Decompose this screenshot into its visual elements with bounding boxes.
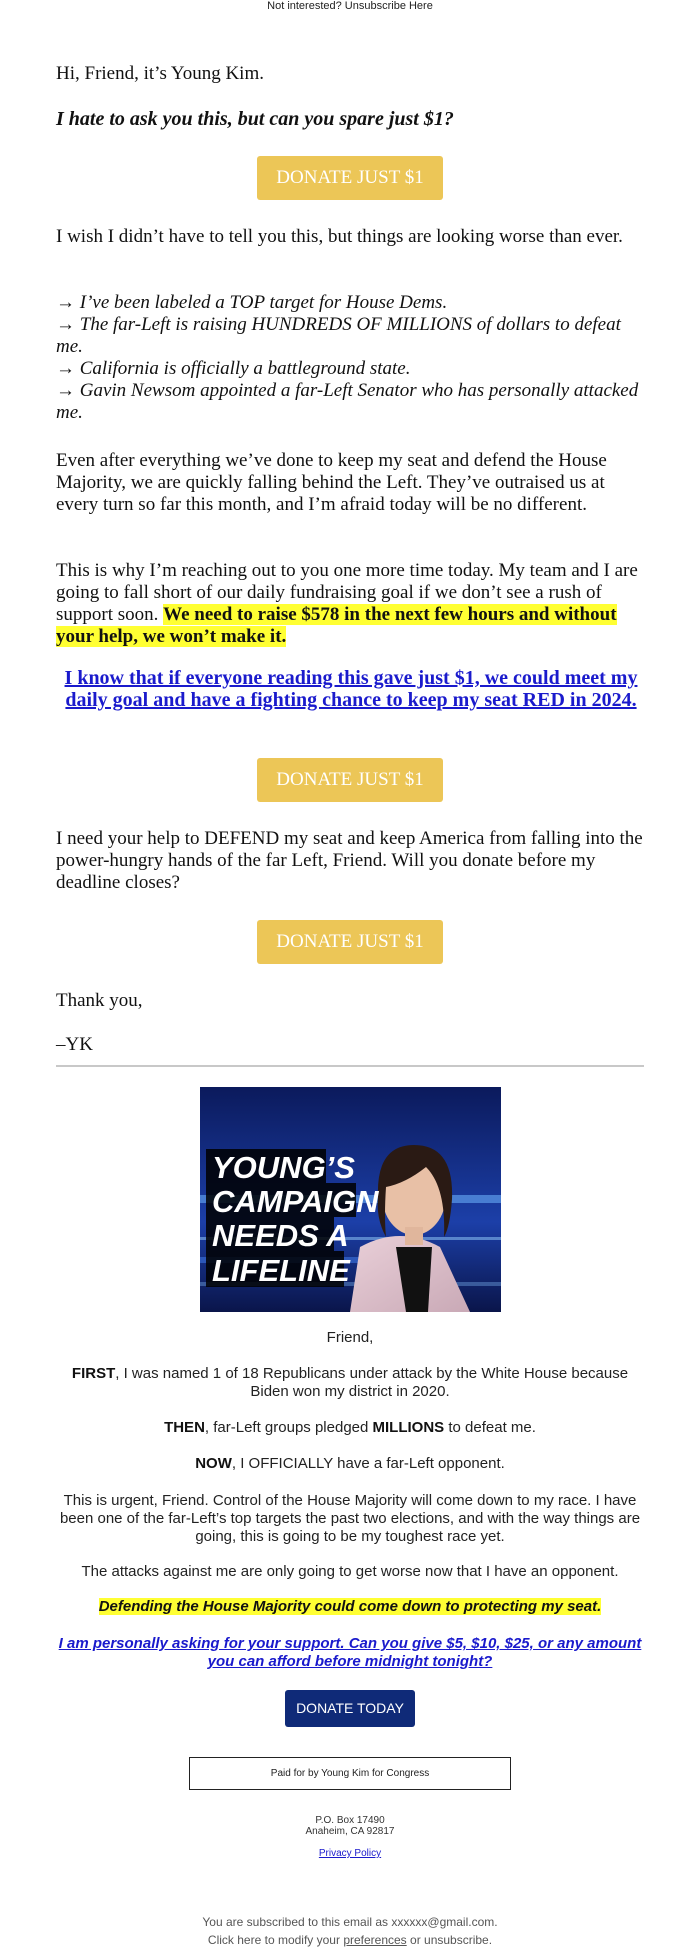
first-point — [52, 1365, 648, 1401]
hero-headline-line-3: NEEDS A — [212, 1218, 349, 1253]
address-line-1: P.O. Box 17490 — [315, 1815, 385, 1826]
donate-just-1-button-top[interactable]: DONATE JUST $1 — [257, 156, 443, 200]
unsubscribe-link[interactable] — [0, 0, 700, 16]
appeal-salutation: Friend, — [326, 1329, 374, 1346]
greeting: Hi, Friend, it’s Young Kim. — [56, 63, 264, 84]
hero-headline-line-2: CAMPAIGN — [212, 1184, 379, 1219]
now-point — [52, 1455, 648, 1473]
modify-preferences-line — [0, 1932, 700, 1948]
then-label: THEN — [164, 1419, 205, 1436]
donate-today-button[interactable]: DONATE TODAY — [285, 1690, 415, 1727]
now-text: , I OFFICIALLY have a far-Left opponent. — [231, 1455, 505, 1472]
subscription-notice: You are subscribed to this email as xxxxxx@gmail.com. — [202, 1915, 498, 1929]
first-text: , I was named 1 of 18 Republicans under attack by the White House because Biden won my district in 2020. — [115, 1365, 629, 1400]
donate-just-1-button-bottom[interactable]: DONATE JUST $1 — [257, 920, 443, 964]
defend-paragraph: I need your help to DEFEND my seat and keep America from falling into the power-hungry hands of the far Left, Friend. Will you donate before my deadline closes? — [56, 828, 643, 893]
divider — [56, 1065, 644, 1067]
daily-goal-link[interactable]: I know that if everyone reading this gave just $1, we could meet my daily goal and have a fighting chance to keep my seat RED in 2024. — [64, 667, 638, 711]
intro-paragraph: I wish I didn’t have to tell you this, but things are looking worse than ever. — [56, 226, 623, 247]
urgent-paragraph: This is urgent, Friend. Control of the House Majority will come down to my race. I have been one of the far-Left’s top targets the past two elections, and with the way things are going, this is going to be my toughest race yet. — [59, 1492, 641, 1545]
thank-you: Thank you, — [56, 990, 143, 1011]
goal-paragraph — [56, 560, 646, 648]
donate-just-1-button-middle[interactable]: DONATE JUST $1 — [257, 758, 443, 802]
address-line-2: Anaheim, CA 92817 — [305, 1826, 395, 1837]
modify-suffix: or unsubscribe. — [406, 1933, 493, 1947]
then-text: , far-Left groups pledged — [204, 1419, 373, 1436]
defending-highlight — [52, 1598, 648, 1616]
falling-behind-paragraph: Even after everything we’ve done to keep my seat and defend the House Majority, we are quickly falling behind the Left. They’ve outraised us at every turn so far this month, and I’m afraid today will be no different. — [56, 450, 607, 515]
now-label: NOW — [195, 1455, 232, 1472]
defending-text: Defending the House Majority could come down to protecting my seat. — [98, 1598, 602, 1615]
then-end-text: to defeat me. — [444, 1419, 536, 1436]
then-point — [52, 1419, 648, 1437]
unsubscribe-text[interactable]: Not interested? Unsubscribe Here — [267, 0, 433, 12]
bullet-item: → The far-Left is raising HUNDREDS OF MILLIONS of dollars to defeat me. — [56, 314, 621, 357]
first-label: FIRST — [71, 1365, 116, 1382]
personal-ask-link[interactable]: I am personally asking for your support. Can you give $5, $10, $25, or any amount you can afford before midnight tonight? — [58, 1635, 642, 1670]
bullet-list — [56, 292, 646, 424]
signature: –YK — [56, 1034, 93, 1055]
ask-headline: I hate to ask you this, but can you spare just $1? — [56, 108, 454, 130]
attacks-paragraph: The attacks against me are only going to get worse now that I have an opponent. — [81, 1563, 619, 1580]
goal-text: This is why I’m reaching out to you one more time today. My team and I are going to fall short of our daily fundraising goal if we don’t see a rush of support soon. — [56, 560, 638, 625]
goal-highlight: We need to raise $578 in the next few hours and without your help, we won’t make it. — [56, 604, 617, 647]
hero-image[interactable] — [200, 1087, 501, 1312]
hero-graphic — [200, 1087, 501, 1312]
privacy-policy-link[interactable]: Privacy Policy — [318, 1848, 382, 1859]
paid-for-box: Paid for by Young Kim for Congress — [189, 1757, 511, 1790]
bullet-item: → California is officially a battleground state. — [56, 358, 411, 379]
hero-headline-line-1: YOUNG’S — [212, 1150, 355, 1185]
millions-label: MILLIONS — [372, 1419, 445, 1436]
bullet-item: → I’ve been labeled a TOP target for House Dems. — [56, 292, 448, 313]
modify-prefix: Click here to modify your — [207, 1933, 344, 1947]
bullet-item: → Gavin Newsom appointed a far-Left Senator who has personally attacked me. — [56, 380, 639, 423]
preferences-link[interactable]: preferences — [343, 1933, 407, 1947]
hero-headline-line-4: LIFELINE — [212, 1253, 350, 1288]
